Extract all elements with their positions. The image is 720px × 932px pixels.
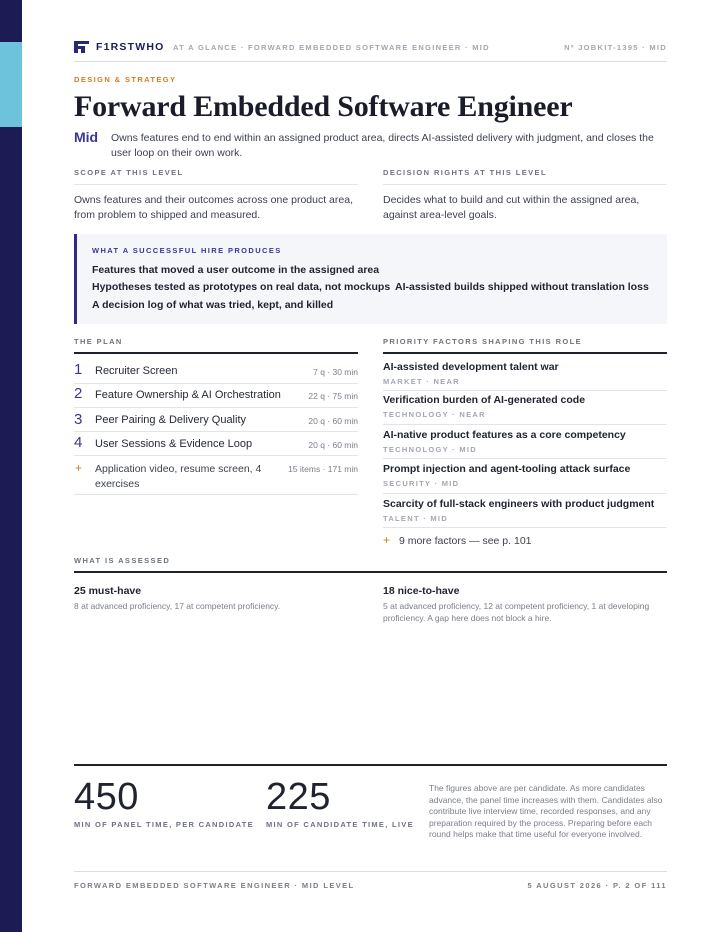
- logo: [74, 41, 165, 53]
- nice-to-have-detail: 5 at advanced proficiency, 12 at competent proficiency, 1 at developing proficiency. A gap here does not block a hire.: [383, 601, 650, 623]
- page-footer: [74, 871, 667, 891]
- priority-factor: [383, 498, 667, 528]
- factor-meta: SECURITY · MID: [383, 479, 460, 488]
- logo-text: F1RSTWHO: [96, 41, 165, 53]
- extra-items-meta: 15 items · 171 min: [288, 464, 358, 474]
- round-meta: 20 q · 60 min: [308, 416, 358, 426]
- plan-heading: THE PLAN: [74, 337, 358, 354]
- breadcrumb: AT A GLANCE · FORWARD EMBEDDED SOFTWARE ENGINEER · MID: [173, 43, 490, 52]
- produces-item: AI-assisted builds shipped without translation loss: [395, 281, 649, 293]
- round-number: 4: [74, 434, 83, 451]
- plan-round: [74, 408, 358, 432]
- assessed-heading: WHAT IS ASSESSED: [74, 556, 667, 573]
- priority-factors-heading: PRIORITY FACTORS SHAPING THIS ROLE: [383, 337, 667, 354]
- panel-time-value: 450: [74, 776, 139, 818]
- plus-icon: +: [383, 533, 391, 547]
- logo-mark-icon: [74, 41, 89, 53]
- plan-round: [74, 384, 358, 408]
- priority-factor: [383, 463, 667, 494]
- scope-heading: SCOPE AT THIS LEVEL: [74, 168, 358, 185]
- sidebar-band: [0, 0, 22, 932]
- priority-factor: [383, 361, 667, 391]
- panel-time-label: MIN OF PANEL TIME, PER CANDIDATE: [74, 820, 254, 829]
- produces-callout: [74, 234, 667, 324]
- round-number: 1: [74, 361, 83, 378]
- round-number: 3: [74, 411, 83, 428]
- round-number: 2: [74, 385, 83, 402]
- plan-extra-row: [74, 456, 358, 495]
- round-meta: 20 q · 60 min: [308, 440, 358, 450]
- more-factors-text: 9 more factors — see p. 101: [399, 535, 532, 547]
- must-have-detail: 8 at advanced proficiency, 17 at competent proficiency.: [74, 601, 281, 611]
- must-have-count: 25 must-have: [74, 585, 142, 597]
- round-name: Recruiter Screen: [95, 365, 178, 377]
- produces-item: A decision log of what was tried, kept, and killed: [92, 299, 334, 311]
- role-summary: Owns features end to end within an assigned product area, directs AI-assisted delivery with judgment, and closes the user loop on their own work.: [111, 132, 654, 159]
- round-name: Feature Ownership & AI Orchestration: [95, 389, 281, 401]
- footer-page-info: 5 AUGUST 2026 · P. 2 OF 111: [527, 881, 667, 890]
- round-name: Peer Pairing & Delivery Quality: [95, 414, 247, 426]
- factor-name: AI-native product features as a core competency: [383, 429, 626, 441]
- category-label: DESIGN & STRATEGY: [74, 75, 177, 84]
- priority-factor: [383, 429, 667, 459]
- produces-item: Hypotheses tested as prototypes on real data, not mockups: [92, 281, 391, 293]
- scope-text: Owns features and their outcomes across one product area, from problem to shipped and measured.: [74, 194, 353, 221]
- time-stats: [74, 764, 667, 864]
- document-reference: Nº JOBKIT-1395 · MID: [564, 43, 667, 52]
- factor-name: Verification burden of AI-generated code: [383, 394, 586, 406]
- factor-name: AI-assisted development talent war: [383, 361, 559, 373]
- factor-meta: TALENT · MID: [383, 514, 449, 523]
- plan-round: [74, 360, 358, 384]
- priority-factor: [383, 394, 667, 425]
- decision-rights-text: Decides what to build and cut within the assigned area, against area-level goals.: [383, 194, 640, 221]
- produces-heading: WHAT A SUCCESSFUL HIRE PRODUCES: [92, 246, 282, 255]
- candidate-time-value: 225: [266, 776, 331, 818]
- produces-item: Features that moved a user outcome in the assigned area: [92, 264, 380, 276]
- page: [74, 0, 667, 932]
- sidebar-accent: [0, 42, 22, 127]
- candidate-time-label: MIN OF CANDIDATE TIME, LIVE: [266, 820, 414, 829]
- round-name: User Sessions & Evidence Loop: [95, 438, 253, 450]
- decision-rights-heading: DECISION RIGHTS AT THIS LEVEL: [383, 168, 667, 185]
- factor-meta: TECHNOLOGY · MID: [383, 445, 477, 454]
- factor-meta: MARKET · NEAR: [383, 377, 460, 386]
- factor-name: Prompt injection and agent-tooling attack surface: [383, 463, 631, 475]
- extra-items-name: Application video, resume screen, 4 exercises: [95, 463, 262, 490]
- factor-meta: TECHNOLOGY · NEAR: [383, 410, 486, 419]
- page-title: Forward Embedded Software Engineer: [74, 90, 573, 123]
- time-note: The figures above are per candidate. As more candidates advance, the panel time increases with them. Candidates also contribute live interview time, recorded responses, and any preparation required by the process. Preparing before each round helps make that time useful for everyone involved.: [429, 783, 663, 839]
- round-meta: 7 q · 30 min: [313, 367, 358, 377]
- nice-to-have-count: 18 nice-to-have: [383, 585, 460, 597]
- more-factors-link[interactable]: [383, 533, 532, 547]
- round-meta: 22 q · 75 min: [308, 391, 358, 401]
- page-header: [74, 40, 667, 62]
- level-tag: Mid: [74, 129, 99, 145]
- factor-name: Scarcity of full-stack engineers with product judgment: [383, 498, 655, 510]
- plus-icon: +: [75, 461, 83, 475]
- footer-title: FORWARD EMBEDDED SOFTWARE ENGINEER · MID LEVEL: [74, 881, 355, 890]
- plan-round: [74, 432, 358, 456]
